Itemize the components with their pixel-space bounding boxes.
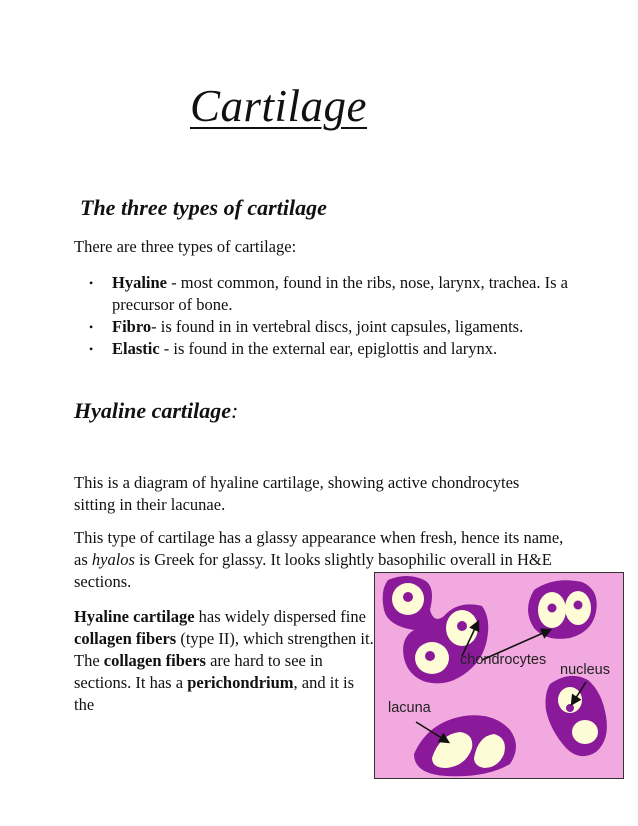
nucleus-icon [457, 621, 467, 631]
list-item-fibro [74, 316, 574, 338]
label-nucleus: nucleus [560, 662, 610, 678]
term-elastic: Elastic [112, 339, 160, 358]
label-lacuna: lacuna [388, 700, 431, 716]
nucleus-icon [548, 604, 557, 613]
section-heading-types: The three types of cartilage [80, 195, 327, 220]
term-fibro: Fibro [112, 317, 152, 336]
hyaline-heading-colon: : [231, 398, 239, 423]
nucleus-icon [425, 651, 435, 661]
p2-text-b: is Greek for glassy. It looks slightly basophilic overall in H&E sections. [74, 550, 552, 591]
p3-bold-4: perichondrium [187, 673, 294, 692]
p3-text-4: , and it is the [74, 673, 355, 714]
p3-bold-1: Hyaline cartilage [74, 607, 195, 626]
desc-hyaline: - most common, found in the ribs, nose, larynx, trachea. Is a precursor of bone. [112, 273, 568, 314]
p3-text-2: (type II), which strengthen it. The [74, 629, 374, 670]
p3-text-3: are hard to see in sections. It has a [74, 651, 323, 692]
page-title: Cartilage [190, 81, 368, 131]
section-heading-hyaline [74, 398, 238, 424]
desc-fibro: - is found in in vertebral discs, joint capsules, ligaments. [151, 317, 524, 336]
desc-elastic: - is found in the external ear, epiglottis and larynx. [159, 339, 498, 358]
cartilage-types-list [74, 272, 574, 360]
list-item-hyaline [74, 272, 574, 316]
hyaline-cartilage-diagram [374, 572, 624, 779]
nucleus-icon [403, 592, 413, 602]
intro-text: There are three types of cartilage: [74, 237, 297, 256]
diagram-description: This is a diagram of hyaline cartilage, showing active chondrocytes sitting in their lacunae. [74, 473, 520, 514]
label-chondrocytes: chondrocytes [460, 652, 547, 668]
p3-bold-2: collagen fibers [74, 629, 177, 648]
term-hyaline: Hyaline [112, 273, 168, 292]
list-item-elastic [74, 338, 574, 360]
p3-text-1: has widely dispersed fine [194, 607, 366, 626]
p2-hyalos: hyalos [91, 550, 135, 569]
nucleus-icon [574, 601, 583, 610]
p3-bold-3: collagen fibers [103, 651, 206, 670]
p2-text-a: This type of cartilage has a glassy appearance when fresh, hence its name, as [74, 528, 564, 569]
collagen-paragraph [74, 606, 374, 716]
nucleus-icon [566, 704, 574, 712]
lacuna [572, 720, 598, 744]
hyaline-heading-text: Hyaline cartilage [74, 398, 232, 423]
